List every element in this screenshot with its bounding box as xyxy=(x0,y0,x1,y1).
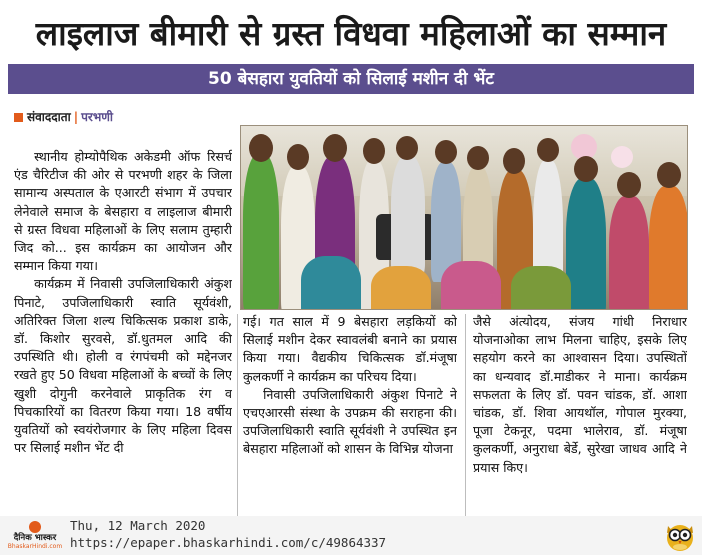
photo-head xyxy=(396,136,418,160)
photo-head xyxy=(363,138,385,164)
photo-head xyxy=(503,148,525,174)
photo-person xyxy=(301,256,361,310)
photo-person xyxy=(391,156,425,276)
byline-city: परभणी xyxy=(81,110,114,124)
photo-person xyxy=(441,261,501,310)
photo-head xyxy=(657,162,681,188)
column-divider xyxy=(465,314,466,520)
photo-head xyxy=(617,172,641,198)
logo-brand: दैनिक भास्कर xyxy=(13,533,57,543)
photo-person xyxy=(511,266,571,310)
photo-head xyxy=(467,146,489,170)
photo-head xyxy=(287,144,309,170)
photo-person xyxy=(566,178,606,310)
photo-person xyxy=(649,186,688,310)
photo-person xyxy=(609,196,649,310)
edition-date: Thu, 12 March 2020 xyxy=(70,518,206,533)
article-column-3 xyxy=(473,313,687,525)
photo-balloon xyxy=(611,146,633,168)
photo-head xyxy=(435,140,457,164)
bullet-icon xyxy=(14,113,23,122)
byline-separator: | xyxy=(73,110,79,124)
logo-site: BhaskarHindi.com xyxy=(7,543,63,550)
article-paragraph: कार्यक्रम में निवासी उपजिलाधिकारी अंकुश पिनाटे, उपजिलाधिकारी स्वाति सूर्यवंशी, अतिरिक्त जिला शल्य चिकित्सक प्रकाश डाके, डॉ. किशोर सुरवसे, डॉ.धुतमल आदि की उपस्थिति थी। होली व रंगपंचमी को मद्देनजर रखते हुए 50 विधवा महिलाओं के बच्चों के लिए खुशी दोगुनी करनेवाले प्राकृतिक रंग व पिचकारियों का वितरण किया गया। 18 वर्षीय युवतियों को स्वयंरोजगार के लिए महिला दिवस पर सिलाई मशीन भेंट दी xyxy=(14,276,232,456)
column-divider xyxy=(237,314,238,520)
byline-reporter: संवाददाता xyxy=(27,110,71,124)
photo-person xyxy=(243,154,279,310)
byline xyxy=(14,108,113,126)
photo-head xyxy=(574,156,598,182)
article-paragraph: स्थानीय होम्योपैथिक अकेडमी ऑफ रिसर्च एंड चैरिटीज की ओर से परभणी शहर के जिला सामान्य अस्पताल के एआरटी संभाग में उपचार लेनेवाले समाज के बेसहारा व लाइलाज बीमारी से ग्रस्त विधवा महिलाओं के लिए सलाम तुम्हारी जिद को... इस कार्यक्रम का आयोजन और सम्मान किया गया। xyxy=(14,149,232,274)
headline: लाइलाज बीमारी से ग्रस्त विधवा महिलाओं का सम्मान xyxy=(35,14,667,53)
photo-head xyxy=(323,134,347,162)
publisher-logo xyxy=(6,521,64,551)
article-paragraph: गई। गत साल में 9 बेसहारा लड़कियों को सिलाई मशीन देकर स्वावलंबी बनाने का प्रयास किया गया। वैद्यकीय चिकित्सक डॉ.मंजूषा कुलकर्णी ने कार्यक्रम का परिचय दिया। xyxy=(243,314,457,384)
logo-sun-icon xyxy=(29,521,41,533)
article-photo xyxy=(240,125,688,310)
article-column-1 xyxy=(14,148,232,522)
article-column-2 xyxy=(243,313,457,525)
subheadline: 50 बेसहारा युवतियों को सिलाई मशीन दी भेंट xyxy=(8,64,694,94)
photo-head xyxy=(537,138,559,162)
photo-person xyxy=(371,266,431,310)
article-paragraph: निवासी उपजिलाधिकारी अंकुश पिनाटे ने एचएआरसी संस्था के उपक्रम की सराहना की। उपजिलाधिकारी स्वाति सूर्यवंशी ने उपस्थित इन बेसहारा महिलाओं को शासन के विभिन्न योजना xyxy=(243,386,457,457)
epaper-url[interactable]: https://epaper.bhaskarhindi.com/c/49864337 xyxy=(70,535,387,550)
photo-head xyxy=(249,134,273,162)
article-paragraph: जैसे अंत्योदय, संजय गांधी निराधार योजनाओका लाभ मिलना चाहिए, इसके लिए सहयोग करने का आश्वासन दिया। उपस्थितों का धन्यवाद डॉ.माडीकर ने माना। कार्यक्रम सफलता के लिए डॉ. पवन चांडक, डॉ. आशा चांडक, डॉ. शिवा आयथॉल, गोपाल मुरक्या, पूजा टेकनूर, पदमा भालेराव, डॉ. मंजूषा कुलकर्णी, अनुराधा बेर्डे, सुरेखा जाधव आदि ने प्रयास किए। xyxy=(473,314,687,475)
owl-icon xyxy=(664,518,696,552)
